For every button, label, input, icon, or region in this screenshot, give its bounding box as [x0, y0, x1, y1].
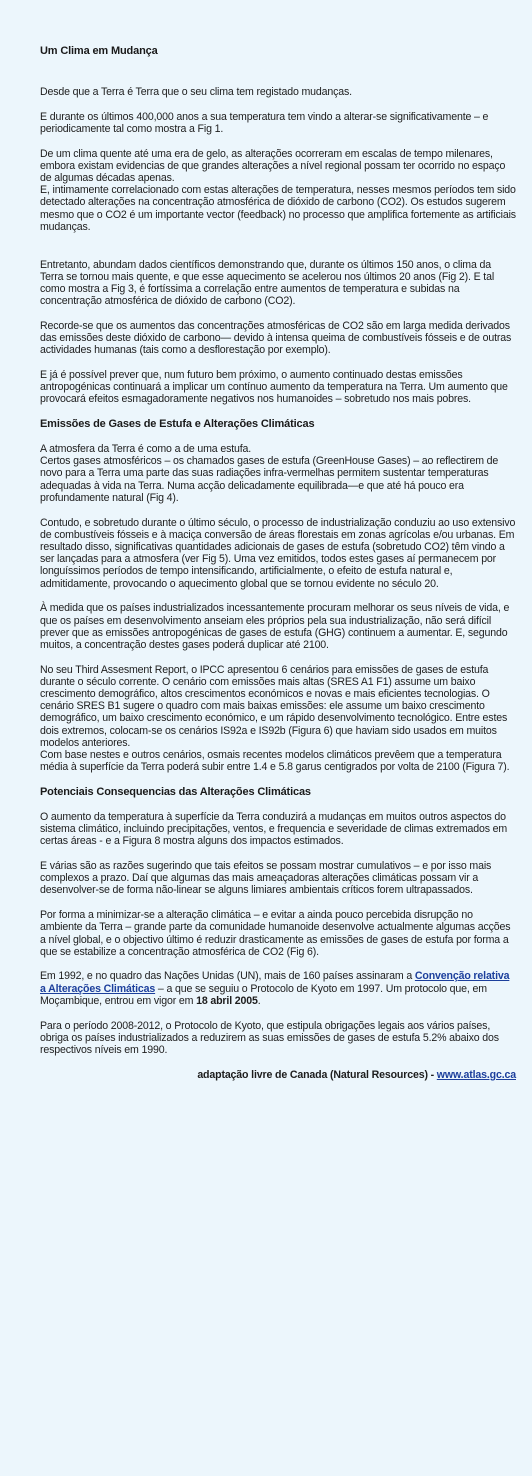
text-run: – a que se seguiu o Protocolo de Kyoto em 1997. Um protocolo que, em Moçambique, entrou em vigor em — [40, 982, 487, 1007]
spacer — [40, 246, 516, 259]
paragraph: Certos gases atmosféricos – os chamados gases de estufa (GreenHouse Gases) – ao reflectirem de novo para a Terra uma parte das suas radiações infra-vermelhas permitem sustentar temperaturas adequadas à vida na Terra. Numa acção delicadamente equilibrada—e que até há pouco era profundamente natural (Fig 4). — [40, 455, 499, 504]
page-title: Um Clima em Mudança — [40, 45, 158, 57]
text-run: . — [257, 994, 261, 1007]
paragraph: Contudo, e sobretudo durante o último século, o processo de industrialização conduziu ao uso extensivo de combustíveis fósseis e à maciça conversão de áreas florestais em zonas agrícolas e/ou urbanas. Em resultado disso, significativas quantidades adicionais de gases de estufa (sobretudo CO2) têm vindo a ser lançadas para a atmosfera (ver Fig 5). Uma vez emitidos, todos estes gases aí permanecem por longuíssimos períodos de tempo intensificando, artificialmente, o efeito de estufa natural e, admitidamente, provocando o aquecimento global que se tornou evidente no século 20. — [40, 516, 516, 590]
text-run: Em 1992, e no quadro das Nações Unidas (UN), mais de 160 países assinaram a — [40, 970, 415, 983]
credit-text: adaptação livre de Canada (Natural Resources) - — [197, 1068, 437, 1081]
section-heading-consequences: Potenciais Consequencias das Alterações Climáticas — [40, 785, 311, 798]
paragraph: À medida que os países industrializados incessantemente procuram melhorar os seus níveis de vida, e que os países em desenvolvimento anseiam eles próprios pela sua industrialização, não será difícil prever que as emissões antropogénicas de gases de estufa (GHG) continuem a aumentar. E, segundo muitos, a concentração destes gases poderá duplicar até 2100. — [40, 602, 510, 651]
paragraph: Desde que a Terra é Terra que o seu clima tem registado mudanças. — [40, 86, 352, 98]
section-heading-emissions: Emissões de Gases de Estufa e Alterações Climáticas — [40, 418, 315, 431]
paragraph: E durante os últimos 400,000 anos a sua temperatura tem vindo a alterar-se significativamente – e periodicamente tal como mostra a Fig 1. — [40, 110, 489, 135]
paragraph: Para o período 2008-2012, o Protocolo de Kyoto, que estipula obrigações legais aos vários países, obriga os países industrializados a reduzirem as suas emissões de gases de estufa 5.2% abaixo dos respectivos níveis em 1990. — [40, 1019, 499, 1056]
paragraph: No seu Third Assesment Report, o IPCC apresentou 6 cenários para emissões de gases de estufa durante o século corrente. O cenário com emissões mais altas (SRES A1 F1) assume um baixo crescimento demográfico, altos crescimentos económicos e novas e mais eficientes tecnologias. O cenário SRES B1 sugere o quadro com mais baixas emissões: ele assume um baixo crescimento demográfico, um baixo crescimento económico, e um rápido desenvolvimento tecnológico. Entre estes dois extremos, colocam-se os cenários IS92a e IS92b (Figura 6) que haviam sido usados em muitos modelos anteriores. — [40, 663, 508, 749]
paragraph: O aumento da temperatura à superfície da Terra conduzirá a mudanças em muitos outros aspectos do sistema climático, incluindo precipitações, ventos, e frequencia e severidade de climas extremados em certas áreas - e a Figura 8 mostra alguns dos impactos estimados. — [40, 810, 508, 848]
paragraph: Por forma a minimizar-se a alteração climática – e evitar a ainda pouco percebida disrupção no ambiente da Terra – grande parte da comunidade humanoide desenvolve actualmente algumas acções a nível global, e o objectivo último é reduzir drasticamente as emissões de gases de estufa por forma a que se estabilize a concentração atmosférica de CO2 (Fig 6). — [40, 909, 511, 958]
paragraph: E, intimamente correlacionado com estas alterações de temperatura, nesses mesmos períodos tem sido detectado alterações na concentração atmosférica de dióxido de carbono (CO2). Os estudos sugerem mesmo que o CO2 é um importante vector (feedback) no processo que amplifica fortemente as artificiais mudanças. — [40, 184, 516, 233]
paragraph: Entretanto, abundam dados científicos demonstrando que, durante os últimos 150 anos, o clima da Terra se tornou mais quente, e que esse aquecimento se acelerou nos últimos 20 anos (Fig 2). E tal como mostra a Fig 3, é fortíssima a correlação entre aumentos de temperatura e subidas na concentração atmosférica de dióxido de carbono (CO2). — [40, 258, 495, 308]
paragraph: E várias são as razões sugerindo que tais efeitos se possam mostrar cumulativos – e por isso mais complexos a prazo. Daí que algumas das mais ameaçadoras alterações climáticas possam vir a desenvolver-se de forma não-linear se alguns limiares ambientais críticos forem ultrapassados. — [40, 860, 492, 897]
atlas-link[interactable]: www.atlas.gc.ca — [436, 1068, 516, 1081]
paragraph: Recorde-se que os aumentos das concentrações atmosféricas de CO2 são em larga medida derivados das emissões deste dióxido de carbono— devido à intensa queima de combustíveis fósseis e de outras actividades humanas (tais como a desflorestação por exemplo). — [40, 319, 512, 357]
paragraph: E já é possível prever que, num futuro bem próximo, o aumento continuado destas emissões antropogénicas continuará a implicar um contínuo aumento da temperatura na Terra. Um aumento que provocará efeitos esmagadoramente negativos nos humanoides – sobretudo nos mais pobres. — [40, 368, 508, 406]
date-highlight: 18 abril 2005 — [196, 994, 258, 1007]
paragraph: De um clima quente até uma era de gelo, as alterações ocorreram em escalas de tempo milenares, embora existam evidencias de que grandes alterações a nível regional possam ter ocorrido no espaço de algumas décadas apenas. — [40, 147, 506, 185]
source-credit — [40, 1069, 516, 1081]
paragraph: Com base nestes e outros cenários, osmais recentes modelos climáticos prevêem que a temperatura média à superfície da Terra poderá subir entre 1.4 e 5.8 garus centigrados por volta de 2100 (Figura 7). — [40, 749, 510, 774]
paragraph: A atmosfera da Terra é como a de uma estufa. — [40, 443, 252, 456]
convention-link[interactable]: Convenção relativa a Alterações Climáticas — [40, 970, 510, 995]
paragraph-kyoto — [40, 970, 516, 1007]
